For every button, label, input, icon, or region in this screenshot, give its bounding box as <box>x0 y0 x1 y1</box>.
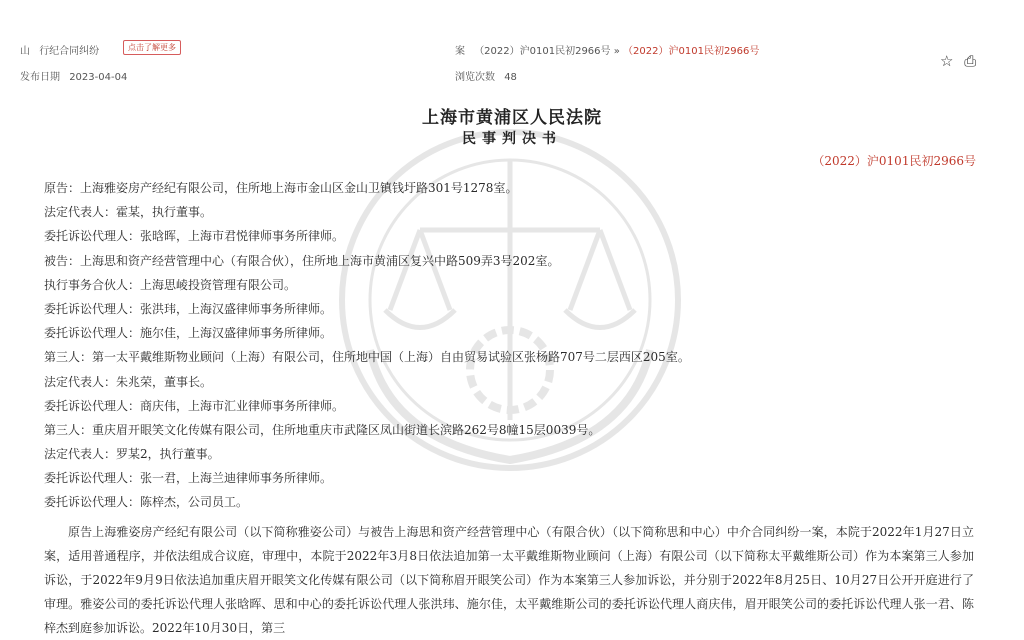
party-line: 委托诉讼代理人：张晗晖，上海市君悦律师事务所律师。 <box>44 229 345 244</box>
case-number-link[interactable]: （2022）沪0101民初2966号 <box>623 46 760 57</box>
party-line: 委托诉讼代理人：陈梓杰，公司员工。 <box>44 495 249 510</box>
publish-date-value: 2023-04-04 <box>69 72 128 83</box>
view-count <box>455 68 517 83</box>
party-line: 委托诉讼代理人：张一君，上海兰迪律师事务所律师。 <box>44 471 333 486</box>
party-line: 委托诉讼代理人：张洪玮，上海汉盛律师事务所律师。 <box>44 301 333 316</box>
learn-more-badge[interactable]: 点击了解更多 <box>123 40 181 55</box>
party-line: 执行事务合伙人：上海思崚投资管理有限公司。 <box>44 277 297 292</box>
print-icon[interactable]: ⎙ <box>964 52 977 70</box>
party-line: 法定代表人：霍某，执行董事。 <box>44 205 213 220</box>
party-line: 第三人：第一太平戴维斯物业顾问（上海）有限公司，住所地中国（上海）自由贸易试验区张杨路707号二层西区205室。 <box>44 350 690 365</box>
party-line: 法定代表人：罗某2，执行董事。 <box>44 447 220 462</box>
court-name: 上海市黄浦区人民法院 <box>422 108 602 128</box>
party-line: 法定代表人：朱兆荣，董事长。 <box>44 374 213 389</box>
document-header <box>0 0 1024 90</box>
party-line: 委托诉讼代理人：施尔佳，上海汉盛律师事务所律师。 <box>44 326 333 341</box>
case-number-meta <box>455 42 759 57</box>
case-cause-value: 行纪合同纠纷 <box>39 46 100 57</box>
party-line: 原告：上海雅姿房产经纪有限公司，住所地上海市金山区金山卫镇钱圩路301号1278室。 <box>44 181 518 195</box>
document-type: 民事判决书 <box>462 131 562 147</box>
arrow-icon: » <box>613 46 620 57</box>
party-line: 被告：上海思和资产经营管理中心（有限合伙），住所地上海市黄浦区复兴中路509弄3号202室。 <box>44 253 560 268</box>
view-count-value: 48 <box>504 72 517 83</box>
toolbar <box>940 52 982 70</box>
judgment-body-paragraph: 原告上海雅姿房产经纪有限公司（以下简称雅姿公司）与被告上海思和资产经营管理中心（有限合伙）（以下简称思和中心）中介合同纠纷一案，本院于2022年1月27日立案，适用普通程序，并依法组成合议庭，审理中，本院于2022年3月8日依法追加第一太平戴维斯物业顾问（上海）有限公司（以下简称太平戴维斯公司）作为本案第三人参加诉讼，于2022年9月9日依法追加重庆眉开眼笑文化传媒有限公司（以下简称眉开眼笑公司）作为本案第三人参加诉讼，并分别于2022年8月25日、10月27日公开开庭进行了审理。雅姿公司的委托诉讼代理人张晗晖、思和中心的委托诉讼代理人张洪玮、施尔佳，太平戴维斯公司的委托诉讼代理人商庆伟，眉开眼笑公司的委托诉讼代理人张一君、陈梓杰到庭参加诉讼。2022年10月30日，第三 <box>44 525 974 635</box>
publish-date-label: 发布日期 <box>20 72 60 83</box>
favorite-icon[interactable]: ☆ <box>940 52 954 70</box>
document-case-number: （2022）沪0101民初2966号 <box>812 154 976 168</box>
case-cause-label: 山 <box>20 46 30 57</box>
case-cause <box>20 42 99 57</box>
view-count-label: 浏览次数 <box>455 72 495 83</box>
case-number-label: 案 <box>455 46 465 57</box>
case-number-value: （2022）沪0101民初2966号 <box>474 46 611 57</box>
party-line: 第三人：重庆眉开眼笑文化传媒有限公司，住所地重庆市武隆区凤山街道长滨路262号8幢15层0039号。 <box>44 422 601 437</box>
parties-list <box>44 176 974 515</box>
publish-date <box>20 68 127 83</box>
party-line: 委托诉讼代理人：商庆伟，上海市汇业律师事务所律师。 <box>44 398 345 413</box>
